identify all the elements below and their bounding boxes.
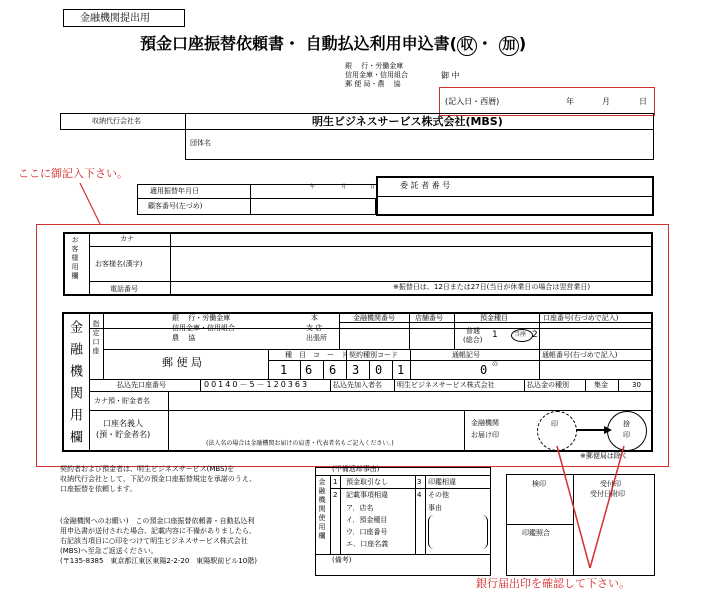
type-code-digit-4: 3 <box>352 363 360 377</box>
defect-sub-i[interactable]: イ．預金種目 <box>346 516 388 524</box>
branch-code-label: 店舗番号 <box>415 314 443 322</box>
defect-no-1: 1 <box>333 478 338 486</box>
payee-account-value: 00140－5－120363 <box>204 380 310 389</box>
branch-3: 出張所 <box>306 334 327 342</box>
account-no-label: 口座番号(右づめで記入) <box>543 314 619 322</box>
payment-kind-value: 集金 <box>594 381 608 389</box>
toza-code: 2 <box>532 330 538 340</box>
onchu-label: 御 中 <box>441 71 460 80</box>
bank-types-line3: 郵 便 局・農 協 <box>345 80 401 88</box>
payment-code: 30 <box>632 381 641 389</box>
uketsuke-date-label: 受付日附印 <box>590 490 625 498</box>
defects-side-label: 金融機関使用欄 <box>318 478 326 541</box>
type-code-label: 種 目 コ ー ド <box>285 351 348 359</box>
bank-section-label: 金融機関用欄 <box>67 320 82 452</box>
type-code-digit-3: 6 <box>329 363 337 377</box>
transfer-date-note: ※振替日は、12日または27日(当日が休業日の場合は翌営業日) <box>393 283 591 291</box>
holder-label-2: (預・貯金者名) <box>96 430 151 439</box>
holder-note: (法人名の場合は金融機関お届けの肩書・代表者名もご記入ください。) <box>206 440 394 447</box>
defect-biko: (備考) <box>332 556 352 564</box>
schedule-start-label: 適用振替年月日 <box>150 187 199 195</box>
payee-account-label: 払込先口座番号 <box>117 381 166 389</box>
sute-1: 捨 <box>623 420 630 428</box>
tsucho-no-label: 通帳番号(右づめで記入) <box>542 351 618 359</box>
defects-title: (不備返却事由) <box>332 465 380 473</box>
group-label: 団体名 <box>190 139 211 147</box>
defect-text-4[interactable]: その他 <box>428 491 449 499</box>
bank-code-label: 金融機関番号 <box>353 314 395 322</box>
submission-stamp-label: 金融機関提出用 <box>80 13 150 24</box>
defect-no-3: 3 <box>417 478 422 486</box>
inkan-shogo-label: 印鑑照合 <box>522 529 550 537</box>
seal-text: 印 <box>551 420 558 428</box>
no-label: の <box>492 361 499 368</box>
futsu-code: 1 <box>492 330 498 340</box>
tsucho-kigo-digit: 0 <box>480 363 488 377</box>
defect-text-1[interactable]: 預金取引なし <box>346 478 388 486</box>
defect-no-4: 4 <box>417 491 422 499</box>
kana-holder-label: カナ預・貯金者名 <box>94 397 150 405</box>
deposit-type-label: 預金種目 <box>480 314 508 322</box>
yubin-note: ※郵便局は除く <box>580 452 628 460</box>
schedule-month: 月 <box>341 184 347 190</box>
agreement-p2-4: (MBS)へ至急ご返送ください。 <box>60 547 158 555</box>
agreement-p1-3: 口座振替を依頼します。 <box>60 485 137 493</box>
agreement-p2-3: 右記該当項目に○印をつけて明生ビジネスサービス株式会社 <box>60 537 248 545</box>
annotation-bottom: 銀行届出印を確認して下さい。 <box>476 577 630 590</box>
yubin-label: 郵 便 局 <box>162 356 202 369</box>
defect-text-3[interactable]: 印鑑相違 <box>428 478 456 486</box>
shu-circled: 収 <box>457 36 477 56</box>
contract-code-label: 契約種別コード <box>349 351 398 359</box>
tsucho-kigo-label: 通帳記号 <box>452 351 480 359</box>
seal-label-2: お届け印 <box>471 431 499 439</box>
uketsuke-label: 受付印 <box>600 480 621 488</box>
payee-name-label: 払込先加入者名 <box>333 381 382 389</box>
trustee-label: 委 託 者 番 号 <box>400 181 451 190</box>
seal-label-1: 金融機関 <box>471 419 499 427</box>
payee-name-value: 明生ビジネスサービス株式会社 <box>397 381 495 389</box>
customer-section-label: お客様用欄 <box>71 236 79 281</box>
payment-kind-label: 払込金の種別 <box>527 381 569 389</box>
date-label: (記入日・西暦) <box>445 97 500 106</box>
kenin-label: 検印 <box>532 480 546 488</box>
bank-types-line1: 銀 行・労働金庫 <box>345 62 404 70</box>
customer-no-label: 顧客番号(左づめ) <box>148 202 203 210</box>
contract-digit-1: 0 <box>375 363 383 377</box>
date-day[interactable]: 日 <box>639 97 647 106</box>
futsu-label: 普通 <box>466 327 480 335</box>
customer-name-label: お客様名(漢字) <box>95 260 143 268</box>
defect-sub-a[interactable]: ア．店名 <box>346 504 374 512</box>
sute-2: 印 <box>623 431 630 439</box>
type-code-digit-1: 1 <box>280 363 288 377</box>
agreement-p1-1: 契約者および預金者は、明生ビジネスサービス(MBS)を <box>60 465 235 473</box>
agreement-p2-2: 用申込書が送付された場合、記載内容に不備がありましたら、 <box>60 527 256 535</box>
agreement-p2-1: (金融機関へのお願い) この預金口座振替依頼書・自動払込利 <box>60 517 255 525</box>
holder-label-1: 口座名義人 <box>103 419 143 428</box>
form-title: 預金口座振替依頼書・ 自動払込利用申込書( 収 ・ 加 ) <box>140 36 526 56</box>
agreement-p1-2: 収納代行会社として、下記の預金口座振替規定を承諾のうえ、 <box>60 475 257 483</box>
date-month[interactable]: 月 <box>602 97 610 106</box>
agent-value: 明生ビジネスサービス株式会社(MBS) <box>312 115 503 128</box>
ka-circled: 加 <box>499 36 519 56</box>
defect-jiyu: 事由 <box>428 504 442 512</box>
branch-2: 支 店 <box>306 324 323 332</box>
designated-account-label: 指定口座 <box>92 320 100 356</box>
agreement-address: (〒135-8385 東京都江東区東陽2-2-20 東陽駅前ビル10階) <box>60 557 257 565</box>
annotation-top: ここに御記入下さい。 <box>18 167 128 180</box>
bank-types-1: 銀 行・労働金庫 <box>172 314 231 322</box>
agent-label: 収納代行会社名 <box>92 117 141 125</box>
schedule-year: 年 <box>310 184 316 190</box>
schedule-day: 日 <box>370 184 376 190</box>
bank-types-line2: 信用金庫・信用組合 <box>345 71 408 79</box>
defect-no-2: 2 <box>333 491 338 499</box>
defect-sub-u[interactable]: ウ．口座番号 <box>346 528 388 536</box>
defect-sub-e[interactable]: エ．口座名義 <box>346 540 389 548</box>
bank-types-3: 農 協 <box>172 334 196 342</box>
bank-types-2: 信用金庫・信用組合 <box>172 324 235 332</box>
phone-label: 電話番号 <box>110 285 138 293</box>
defect-text-2[interactable]: 記載事項相違 <box>346 491 388 499</box>
contract-digit-2: 1 <box>397 363 405 377</box>
type-code-digit-2: 6 <box>305 363 313 377</box>
sogo-label: (総合) <box>463 336 483 344</box>
branch-1: 本 <box>311 314 318 322</box>
date-year[interactable]: 年 <box>566 97 574 106</box>
toza-label: 当座 <box>514 331 527 338</box>
kana-label: カナ <box>120 235 134 243</box>
